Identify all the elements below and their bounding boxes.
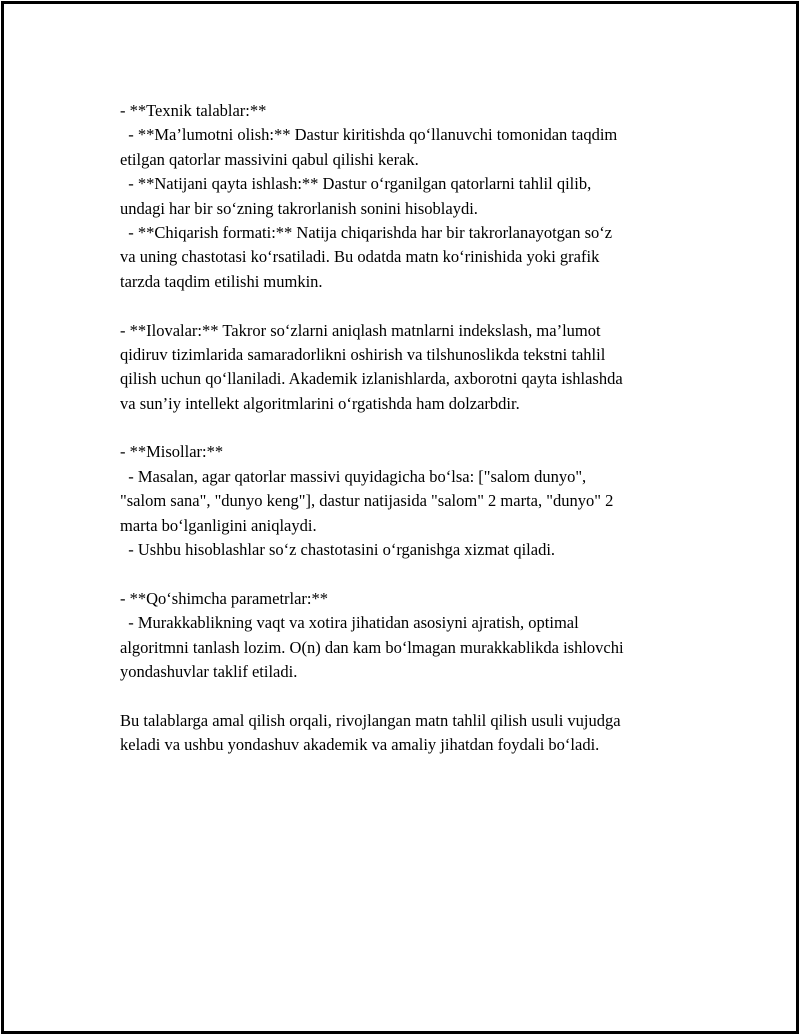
text-line: va sun’iy intellekt algoritmlarini o‘rgatishda ham dolzarbdir.: [120, 393, 520, 413]
text-line: qilish uchun qo‘llaniladi. Akademik izlanishlarda, axborotni qayta ishlashda: [120, 369, 623, 389]
text-line: qidiruv tizimlarida samaradorlikni oshirish va tilshunoslikda tekstni tahlil: [120, 344, 606, 364]
text-line: - **Natijani qayta ishlash:** Dastur o‘rganilgan qatorlarni tahlil qilib,: [120, 174, 592, 194]
paragraph-block: [120, 99, 700, 294]
text-line: - **Ilovalar:** Takror so‘zlarni aniqlash matnlarni indekslash, ma’lumot: [120, 320, 601, 340]
text-line: va uning chastotasi ko‘rsatiladi. Bu odatda matn ko‘rinishida yoki grafik: [120, 247, 600, 267]
text-line: - Masalan, agar qatorlar massivi quyidagicha bo‘lsa: ["salom dunyo",: [120, 466, 587, 486]
text-line: - **Ma’lumotni olish:** Dastur kiritishda qo‘llanuvchi tomonidan taqdim: [120, 125, 618, 145]
text-line: tarzda taqdim etilishi mumkin.: [120, 271, 323, 291]
text-line: yondashuvlar taklif etiladi.: [120, 661, 298, 681]
paragraph-block: [120, 587, 700, 685]
text-line: "salom sana", "dunyo keng"], dastur natijasida "salom" 2 marta, "dunyo" 2: [120, 491, 614, 511]
paragraph-gap: [120, 562, 700, 586]
paragraph-block: [120, 440, 700, 562]
paragraph-block: [120, 319, 700, 417]
text-line: - **Texnik talablar:**: [120, 101, 267, 120]
paragraph-gap: [120, 416, 700, 440]
text-line: algoritmni tanlash lozim. O(n) dan kam bo‘lmagan murakkablikda ishlovchi: [120, 637, 624, 657]
text-line: - **Misollar:**: [120, 442, 224, 462]
text-line: etilgan qatorlar massivini qabul qilishi kerak.: [120, 149, 419, 169]
text-line: - Ushbu hisoblashlar so‘z chastotasini o‘rganishga xizmat qiladi.: [120, 540, 556, 560]
text-line: undagi har bir so‘zning takrorlanish sonini hisoblaydi.: [120, 198, 478, 218]
text-line: - **Qo‘shimcha parametrlar:**: [120, 588, 329, 608]
text-line: Bu talablarga amal qilish orqali, rivojlangan matn tahlil qilish usuli vujudga: [120, 710, 621, 730]
text-line: - **Chiqarish formati:** Natija chiqarishda har bir takrorlanayotgan so‘z: [120, 222, 613, 242]
paragraph-gap: [120, 294, 700, 318]
paragraph-block: [120, 709, 700, 758]
document-body: [120, 99, 700, 758]
text-line: - Murakkablikning vaqt va xotira jihatidan asosiyni ajratish, optimal: [120, 613, 579, 633]
text-line: marta bo‘lganligini aniqlaydi.: [120, 515, 317, 535]
page-frame: [1, 1, 799, 1034]
text-line: keladi va ushbu yondashuv akademik va amaliy jihatdan foydali bo‘ladi.: [120, 735, 600, 755]
paragraph-gap: [120, 684, 700, 708]
